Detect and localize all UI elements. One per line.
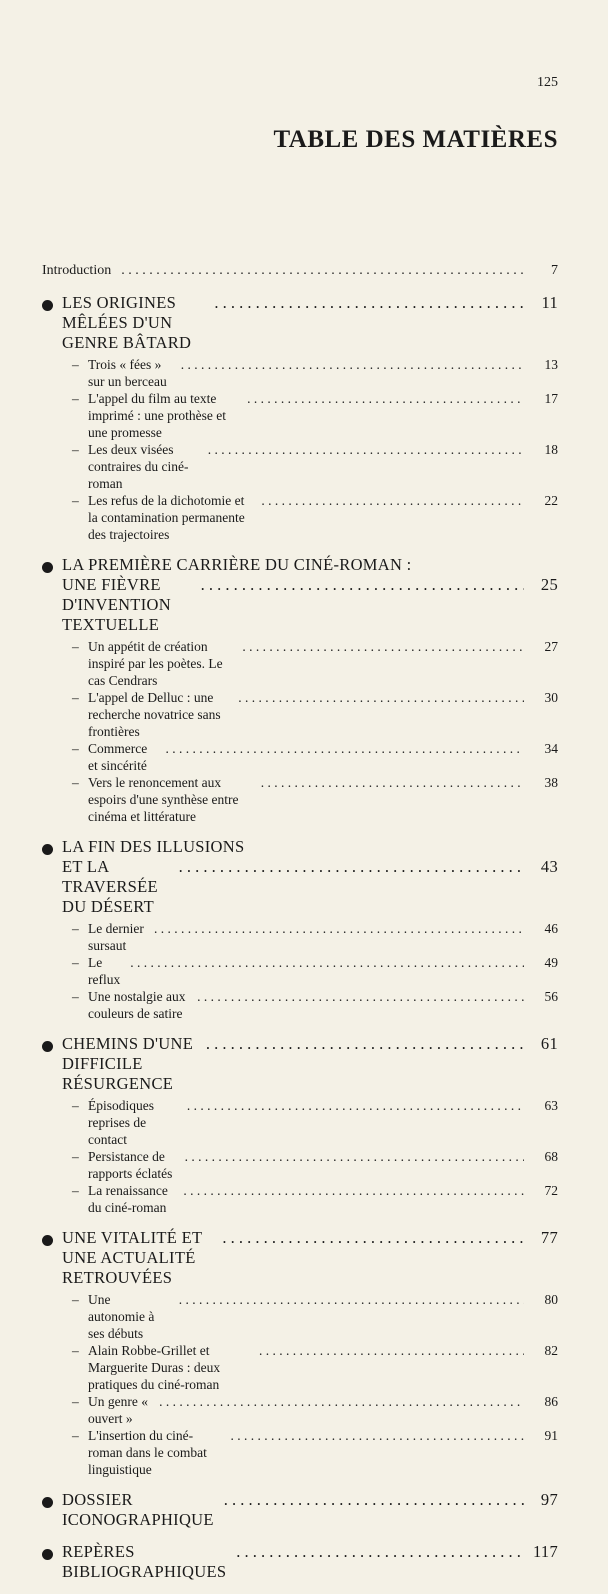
- section-heading-row: [62, 1228, 558, 1288]
- dash-marker: –: [72, 1343, 79, 1358]
- dot-leader: [224, 1490, 524, 1510]
- dot-leader: [197, 988, 524, 1005]
- subsection-list: [42, 920, 558, 1022]
- dash-marker: –: [72, 955, 79, 970]
- toc-entry-introduction[interactable]: [42, 263, 558, 279]
- toc-page-number: 27: [544, 639, 558, 654]
- toc-subentry[interactable]: [72, 441, 558, 492]
- dot-leader: [159, 1393, 524, 1410]
- dot-leader: [261, 774, 524, 791]
- toc-page-number: 43: [540, 857, 558, 876]
- toc-section: [42, 1228, 558, 1478]
- dash-marker: –: [72, 921, 79, 936]
- dot-leader: [185, 1148, 524, 1165]
- subsection-list: [42, 1097, 558, 1216]
- toc-page-number: 68: [544, 1149, 558, 1164]
- toc-page-number: 91: [544, 1428, 558, 1443]
- toc-page-number: 46: [544, 921, 558, 936]
- toc-page-number: 18: [544, 442, 558, 457]
- section-heading-row: [62, 1490, 558, 1530]
- dot-leader: [261, 492, 524, 509]
- bullet-icon: [42, 1497, 53, 1508]
- toc-subentry-row: [88, 1342, 558, 1393]
- section-heading-line: LA FIN DES ILLUSIONS: [62, 837, 245, 856]
- toc-subentry-title: Un genre « ouvert »: [88, 1394, 148, 1426]
- section-heading-row: [62, 1542, 558, 1582]
- toc-section: [42, 293, 558, 543]
- toc-subentry[interactable]: [72, 954, 558, 988]
- toc-subentry-row: [88, 920, 558, 954]
- toc-subentry[interactable]: [72, 920, 558, 954]
- dot-leader: [154, 920, 524, 937]
- dot-leader: [231, 1427, 524, 1444]
- section-heading[interactable]: [42, 293, 558, 353]
- toc-subentry-title: Les deux visées contraires du ciné-roman: [88, 442, 189, 491]
- toc-subentry-title: Un appétit de création inspiré par les poètes. Le cas Cendrars: [88, 639, 223, 688]
- toc-subentry-row: [88, 1148, 558, 1182]
- toc-subentry[interactable]: [72, 740, 558, 774]
- section-heading-row: [62, 1034, 558, 1094]
- section-heading-line: LES ORIGINES MÊLÉES D'UN GENRE BÂTARD: [62, 293, 192, 352]
- bullet-icon: [42, 562, 53, 573]
- toc-page-number: 38: [544, 775, 558, 790]
- dash-marker: –: [72, 1098, 79, 1113]
- toc-subentry[interactable]: [72, 390, 558, 441]
- toc-page-number: 72: [544, 1183, 558, 1198]
- dash-marker: –: [72, 1183, 79, 1198]
- toc-page-number: 22: [544, 493, 558, 508]
- dot-leader: [208, 441, 524, 458]
- toc-subentry[interactable]: [72, 1182, 558, 1216]
- section-heading-line: DOSSIER ICONOGRAPHIQUE: [62, 1490, 214, 1529]
- toc-subentry-title: L'insertion du ciné-roman dans le combat linguistique: [88, 1428, 207, 1477]
- toc-subentry[interactable]: [72, 689, 558, 740]
- dot-leader: [179, 1291, 524, 1308]
- bullet-icon: [42, 844, 53, 855]
- dot-leader: [214, 293, 524, 313]
- toc-subentry-title: Le reflux: [88, 955, 121, 987]
- toc-subentry-title: La renaissance du ciné-roman: [88, 1183, 168, 1215]
- toc-subentry[interactable]: [72, 1393, 558, 1427]
- toc-subentry-title: Une autonomie à ses débuts: [88, 1292, 155, 1341]
- toc-subentry-row: [88, 1291, 558, 1342]
- section-heading-row: [62, 575, 558, 635]
- toc-subentry[interactable]: [72, 492, 558, 543]
- toc-page-number: 97: [540, 1490, 558, 1509]
- dot-leader: [121, 263, 524, 279]
- toc-page-number: 61: [540, 1034, 558, 1053]
- toc-section: [42, 1034, 558, 1216]
- dash-marker: –: [72, 989, 79, 1004]
- toc-subentry[interactable]: [72, 1342, 558, 1393]
- toc-subentry[interactable]: [72, 356, 558, 390]
- section-heading-line: CHEMINS D'UNE DIFFICILE RÉSURGENCE: [62, 1034, 194, 1093]
- section-heading[interactable]: [42, 837, 558, 917]
- section-heading-row: [62, 293, 558, 353]
- subsection-list: [42, 1291, 558, 1478]
- dot-leader: [259, 1342, 524, 1359]
- toc-page-number: 77: [540, 1228, 558, 1247]
- dash-marker: –: [72, 690, 79, 705]
- section-heading[interactable]: [42, 1542, 558, 1582]
- toc-subentry[interactable]: [72, 988, 558, 1022]
- section-heading-line: UNE VITALITÉ ET UNE ACTUALITÉ RETROUVÉES: [62, 1228, 203, 1287]
- dot-leader: [236, 1542, 523, 1562]
- section-heading[interactable]: [42, 1228, 558, 1288]
- dash-marker: –: [72, 1428, 79, 1443]
- dash-marker: –: [72, 1292, 79, 1307]
- toc-page-number: 34: [544, 741, 558, 756]
- toc-subentry-title: L'appel de Delluc : une recherche novatrice sans frontières: [88, 690, 221, 739]
- toc-page-number: 117: [532, 1542, 558, 1561]
- dash-marker: –: [72, 639, 79, 654]
- toc-subentry-title: Les refus de la dichotomie et la contamination permanente des trajectoires: [88, 493, 245, 542]
- toc-page-number: 11: [541, 293, 558, 312]
- dot-leader: [242, 638, 524, 655]
- toc-subentry[interactable]: [72, 1291, 558, 1342]
- toc-subentry-row: [88, 954, 558, 988]
- toc-subentry[interactable]: [72, 1148, 558, 1182]
- toc-subentry-row: [88, 492, 558, 543]
- dot-leader: [222, 1228, 524, 1248]
- dash-marker: –: [72, 741, 79, 756]
- toc-subentry-title: Le dernier sursaut: [88, 921, 144, 953]
- toc-page-number: 30: [544, 690, 558, 705]
- section-heading[interactable]: [42, 1034, 558, 1094]
- dot-leader: [187, 1097, 524, 1114]
- section-heading-line: UNE FIÈVRE D'INVENTION TEXTUELLE: [62, 575, 171, 634]
- toc-subentry-title: Alain Robbe-Grillet et Marguerite Duras : deux pratiques du ciné-roman: [88, 1343, 221, 1392]
- bullet-icon: [42, 300, 53, 311]
- dash-marker: –: [72, 357, 79, 372]
- dot-leader: [247, 390, 524, 407]
- toc-subentry-row: [88, 1427, 558, 1478]
- section-heading-line: REPÈRES BIBLIOGRAPHIQUES: [62, 1542, 227, 1581]
- bullet-icon: [42, 1041, 53, 1052]
- toc-subentry-row: [88, 356, 558, 390]
- toc-subentry-row: [88, 774, 558, 825]
- toc-page-number: 13: [544, 357, 558, 372]
- toc-page-number: 86: [544, 1394, 558, 1409]
- toc-page-number: 80: [544, 1292, 558, 1307]
- toc-entry-title: Introduction: [42, 263, 112, 278]
- toc-section: [42, 837, 558, 1022]
- toc-subentry-row: [88, 740, 558, 774]
- toc-subentry-title: Une nostalgie aux couleurs de satire: [88, 989, 186, 1021]
- page-title: TABLE DES MATIÈRES: [273, 126, 558, 153]
- section-heading[interactable]: [42, 1490, 558, 1530]
- toc-subentry-title: Épisodiques reprises de contact: [88, 1098, 154, 1147]
- subsection-list: [42, 356, 558, 543]
- toc-subentry-title: L'appel du film au texte imprimé : une prothèse et une promesse: [88, 391, 226, 440]
- dash-marker: –: [72, 775, 79, 790]
- toc-subentry-row: [88, 689, 558, 740]
- toc-subentry-row: [88, 988, 558, 1022]
- section-heading-line: ET LA TRAVERSÉE DU DÉSERT: [62, 857, 158, 916]
- toc-page-number: 56: [544, 989, 558, 1004]
- toc-subentry[interactable]: [72, 1427, 558, 1478]
- dot-leader: [238, 689, 524, 706]
- toc-subentry[interactable]: [72, 638, 558, 689]
- dash-marker: –: [72, 1394, 79, 1409]
- bullet-icon: [42, 1549, 53, 1560]
- dot-leader: [166, 740, 524, 757]
- toc-subentry-title: Persistance de rapports éclatés: [88, 1149, 173, 1181]
- table-of-contents: [42, 263, 558, 1594]
- dot-leader: [183, 1182, 524, 1199]
- dash-marker: –: [72, 442, 79, 457]
- dot-leader: [201, 575, 524, 595]
- toc-section: [42, 1542, 558, 1582]
- toc-subentry-row: [88, 638, 558, 689]
- toc-section: [42, 555, 558, 825]
- toc-section: [42, 1490, 558, 1530]
- dot-leader: [130, 954, 524, 971]
- toc-page-number: 7: [551, 263, 558, 278]
- bullet-icon: [42, 1235, 53, 1246]
- toc-subentry-row: [88, 390, 558, 441]
- dash-marker: –: [72, 1149, 79, 1164]
- toc-subentry-title: Commerce et sincérité: [88, 741, 148, 773]
- toc-page-number: 17: [544, 391, 558, 406]
- section-heading[interactable]: [42, 555, 558, 635]
- dot-leader: [181, 356, 524, 373]
- section-heading-row: [62, 857, 558, 917]
- toc-subentry[interactable]: [72, 1097, 558, 1148]
- toc-subentry-row: [88, 1097, 558, 1148]
- toc-page-number: 82: [544, 1343, 558, 1358]
- section-heading-line: LA PREMIÈRE CARRIÈRE DU CINÉ-ROMAN :: [62, 555, 412, 574]
- toc-subentry-row: [88, 1393, 558, 1427]
- dash-marker: –: [72, 493, 79, 508]
- toc-subentry[interactable]: [72, 774, 558, 825]
- toc-subentry-row: [88, 441, 558, 492]
- toc-subentry-row: [88, 1182, 558, 1216]
- toc-page-number: 49: [544, 955, 558, 970]
- toc-subentry-title: Vers le renoncement aux espoirs d'une synthèse entre cinéma et littérature: [88, 775, 239, 824]
- dot-leader: [179, 857, 524, 877]
- dash-marker: –: [72, 391, 79, 406]
- toc-sections: [42, 293, 558, 1582]
- subsection-list: [42, 638, 558, 825]
- toc-page-number: 25: [540, 575, 558, 594]
- toc-subentry-title: Trois « fées » sur un berceau: [88, 357, 167, 389]
- toc-page-number: 63: [544, 1098, 558, 1113]
- dot-leader: [206, 1034, 524, 1054]
- page-number: 125: [537, 75, 558, 90]
